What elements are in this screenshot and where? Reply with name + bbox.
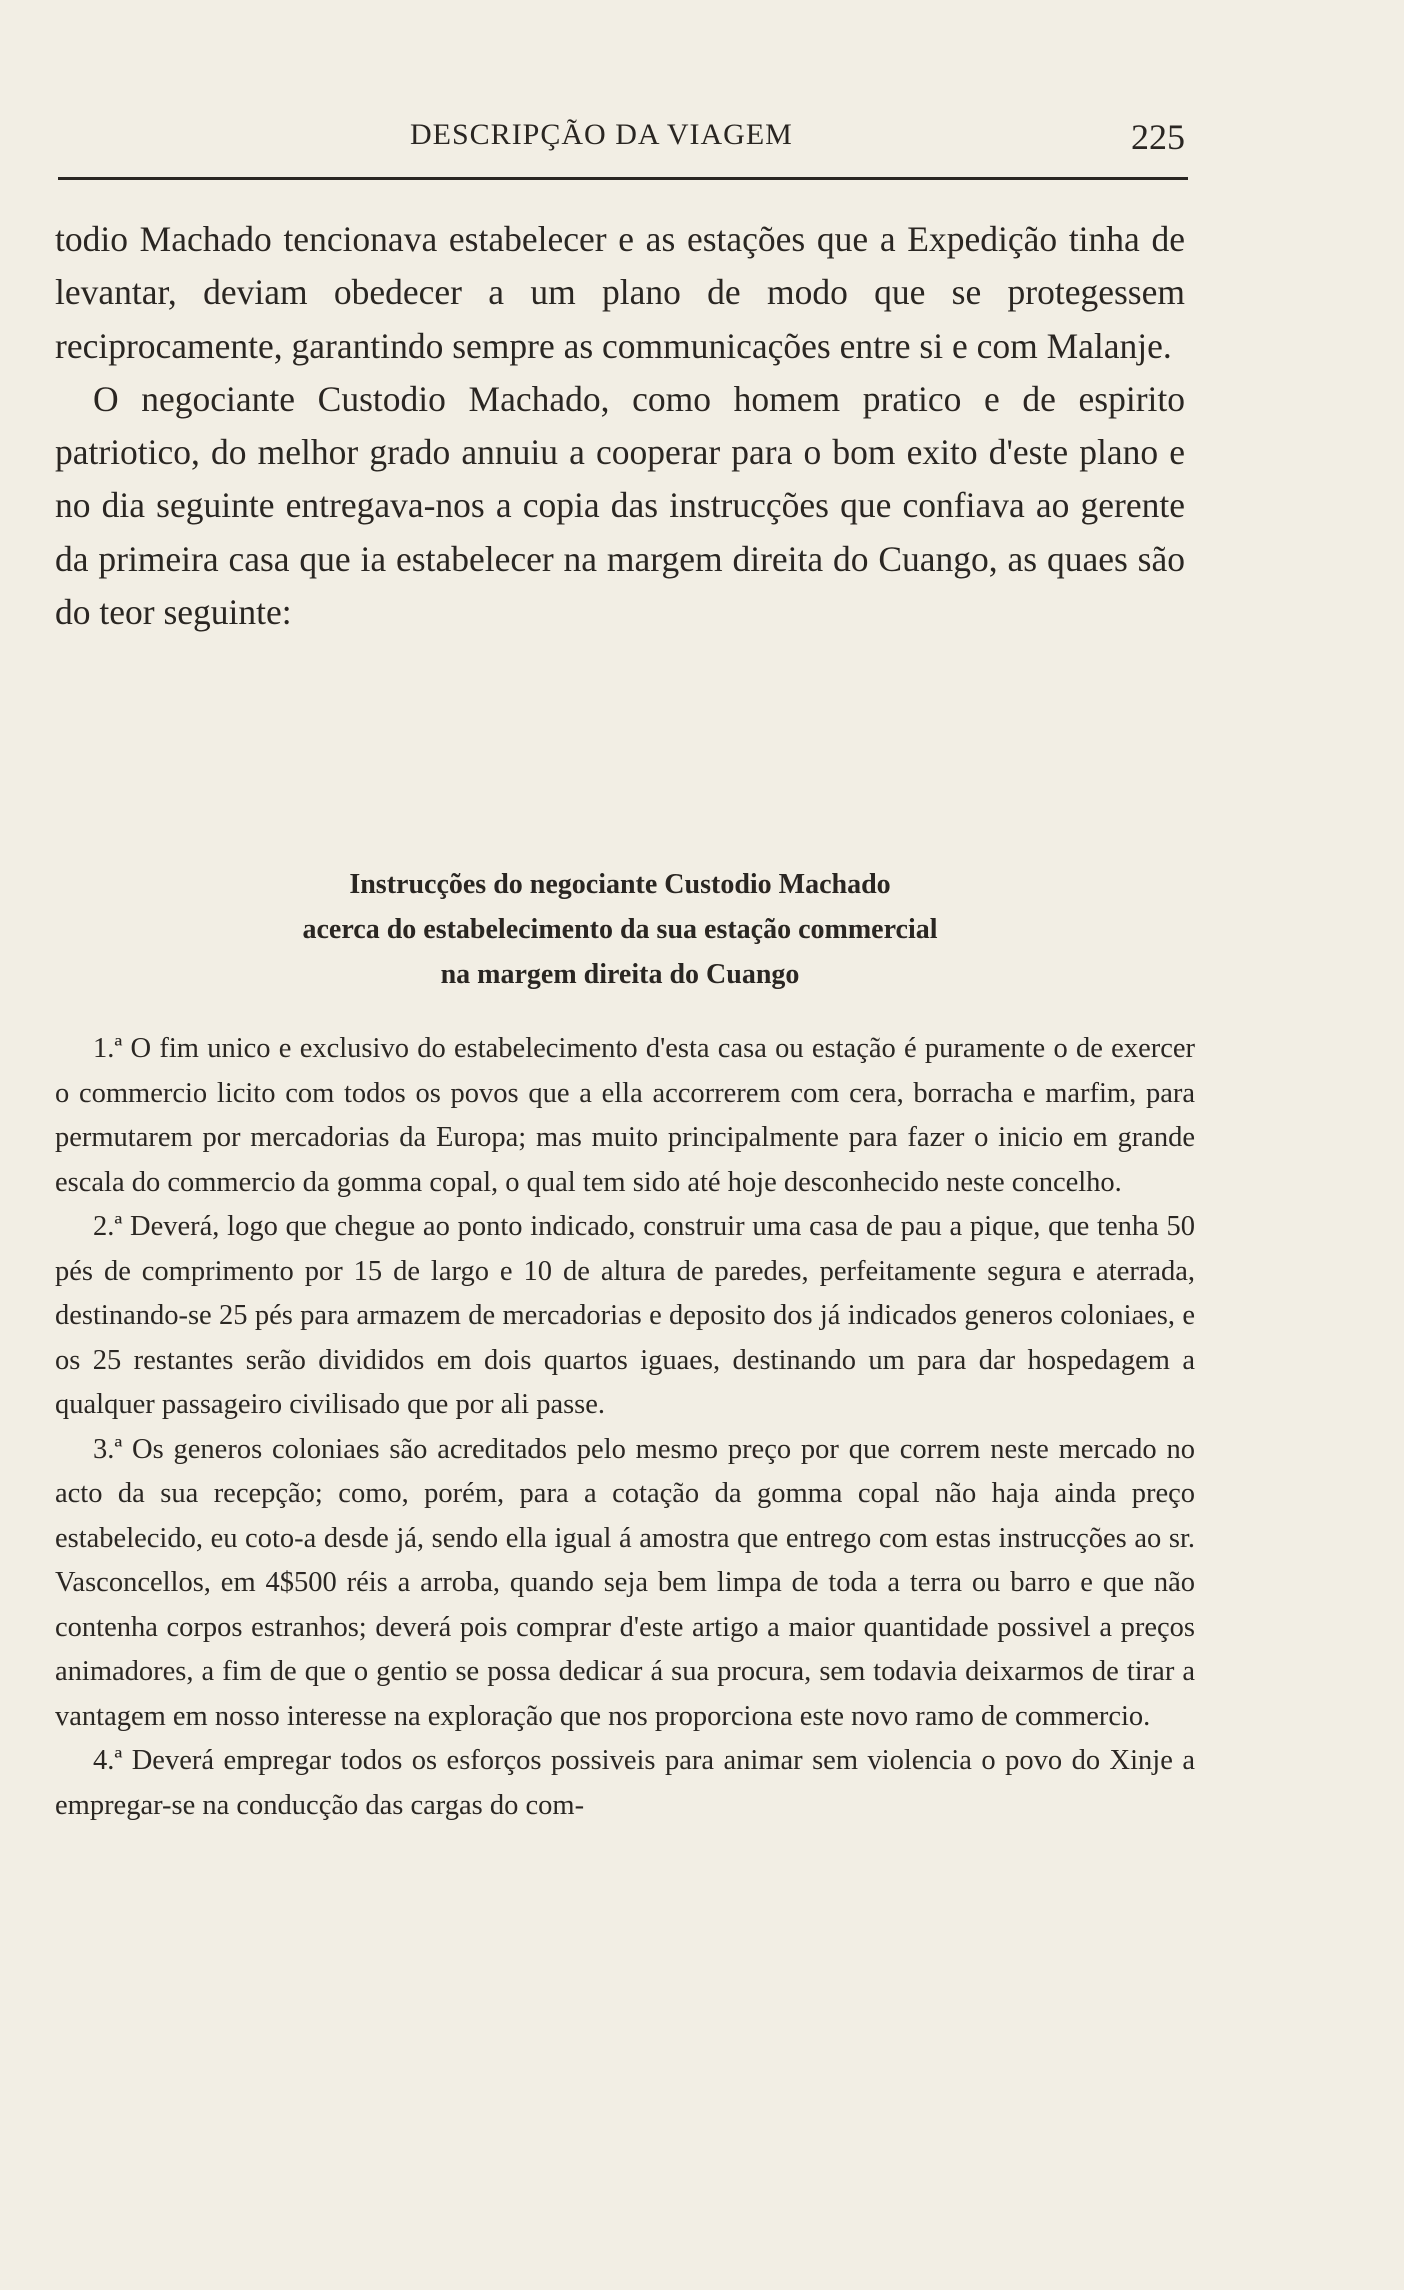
running-header [55,108,1185,168]
section-heading-line: na margem direita do Cuango [440,959,800,990]
paragraph: O negociante Custodio Machado, como homem pratico e de espirito patriotico, do melhor grado annuiu a cooperar para o bom exito d'este plano e no dia seguinte entregava-nos a copia das instrucções que confiava ao gerente da primeira casa que ia estabelecer na margem direita do Cuango, as quaes são do teor seguinte: [55,378,1185,633]
instruction-item: 1.ª O fim unico e exclusivo do estabelecimento d'esta casa ou estação é puramente o de exercer o commercio licito com todos os povos que a ella accorrerem com cera, borracha e marfim, para permutarem por mercadorias da Europa; mas muito principalmente para fazer o inicio em grande escala do commercio da gomma copal, o qual tem sido até hoje desconhecido neste concelho. [55,1033,1195,1198]
section-heading-line: acerca do estabelecimento da sua estação commercial [302,914,938,945]
running-title: DESCRIPÇÃO DA VIAGEM [410,118,793,151]
instruction-item: 3.ª Os generos coloniaes são acreditados pelo mesmo preço por que correm neste mercado no acto da sua recepção; como, porém, para a cotação da gomma copal não haja ainda preço estabelecido, eu coto-a desde já, sendo ella igual á amostra que entrego com estas instrucções ao sr. Vasconcellos, em 4$500 réis a arroba, quando seja bem limpa de toda a terra ou barro e que não contenha corpos estranhos; deverá pois comprar d'este artigo a maior quantidade possivel a preços animadores, a fim de que o gentio se possa dedicar á sua procura, sem todavia deixarmos de tirar a vantagem em nosso interesse na exploração que nos proporciona este novo ramo de commercio. [55,1433,1195,1732]
body-text [55,213,1185,639]
instruction-item: 4.ª Deverá empregar todos os esforços possiveis para animar sem violencia o povo do Xinje a empregar-se na conducção das cargas do com- [55,1745,1195,1821]
section-heading-line: Instrucções do negociante Custodio Machado [349,869,891,900]
instruction-item: 2.ª Deverá, logo que chegue ao ponto indicado, construir uma casa de pau a pique, que tenha 50 pés de comprimento por 15 de largo e 10 de altura de paredes, perfeitamente segura e aterrada, destinando-se 25 pés para armazem de mercadorias e deposito dos já indicados generos coloniaes, e os 25 restantes serão divididos em dois quartos iguaes, destinando um para dar hospedagem a qualquer passageiro civilisado que por ali passe. [55,1211,1195,1420]
paragraph: todio Machado tencionava estabelecer e as estações que a Expedição tinha de levantar, deviam obedecer a um plano de modo que se protegessem reciprocamente, garantindo sempre as communicações entre si e com Malanje. [55,219,1185,366]
header-rule [58,177,1188,180]
instruction-list [55,1027,1195,1828]
page-number: 225 [1131,117,1185,157]
section-heading [55,862,1185,997]
